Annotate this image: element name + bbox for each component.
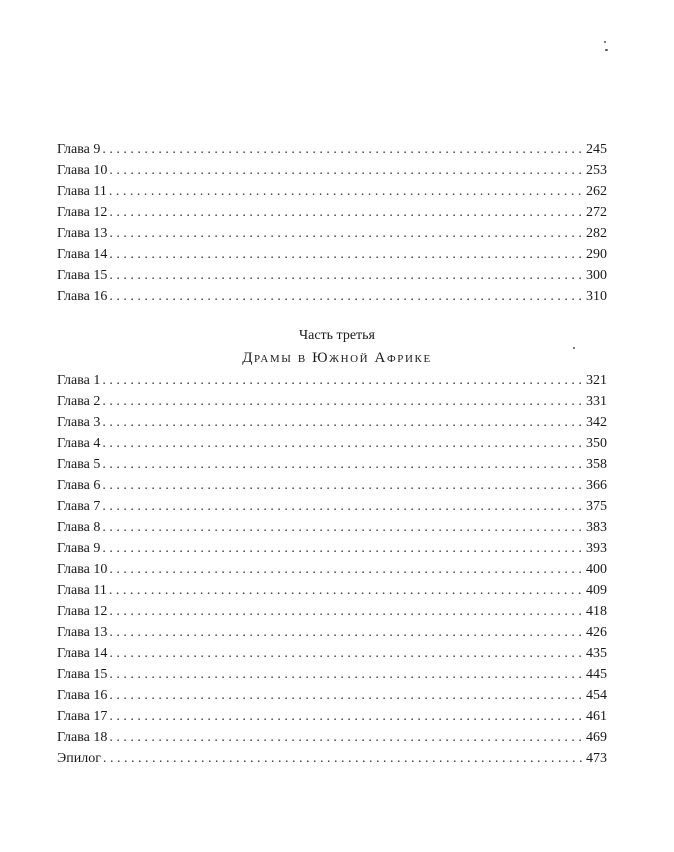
toc-entry-title: Глава 9 — [57, 142, 101, 157]
toc-entry-title: Глава 12 — [57, 604, 108, 619]
toc-entry-title: Глава 18 — [57, 730, 108, 745]
dot-leader — [109, 685, 584, 706]
toc-entry-page: 366 — [586, 478, 607, 493]
toc-entry-page: 454 — [586, 688, 607, 703]
toc-entry-title: Глава 6 — [57, 478, 101, 493]
toc-entry-page: 435 — [586, 646, 607, 661]
toc-entry — [57, 664, 607, 685]
toc-entry-page: 473 — [586, 751, 607, 766]
dot-leader — [109, 706, 584, 727]
toc-entry — [57, 223, 607, 244]
toc-entry-page: 282 — [586, 226, 607, 241]
toc-entry-title: Глава 16 — [57, 688, 108, 703]
toc-entry-title: Глава 13 — [57, 226, 108, 241]
toc-entry-title: Глава 15 — [57, 667, 108, 682]
toc-entry-title: Глава 16 — [57, 289, 108, 304]
toc-entry-title: Эпилог — [57, 751, 101, 766]
dot-leader — [102, 496, 584, 517]
dot-leader — [102, 433, 584, 454]
toc-entry-page: 400 — [586, 562, 607, 577]
dot-leader — [109, 601, 584, 622]
toc-entry — [57, 727, 607, 748]
toc-entry-page: 300 — [586, 268, 607, 283]
toc-entry — [57, 286, 607, 307]
toc-entry-page: 331 — [586, 394, 607, 409]
dot-leader — [102, 139, 584, 160]
part-title: Драмы в Южной Африке — [242, 350, 432, 366]
toc-entry-title: Глава 15 — [57, 268, 108, 283]
toc-entry-title: Глава 2 — [57, 394, 101, 409]
toc-entry — [57, 160, 607, 181]
toc-entry-page: 321 — [586, 373, 607, 388]
toc-entry-page: 461 — [586, 709, 607, 724]
toc-entry — [57, 391, 607, 412]
dot-leader — [102, 475, 584, 496]
toc-entry-title: Глава 14 — [57, 646, 108, 661]
toc-section-1 — [57, 139, 607, 307]
toc-entry-page: 262 — [586, 184, 607, 199]
toc-entry — [57, 181, 607, 202]
toc-entry — [57, 622, 607, 643]
part-label: Часть третья — [299, 328, 375, 343]
dot-leader — [109, 727, 584, 748]
dot-leader — [109, 286, 584, 307]
dot-leader — [102, 454, 584, 475]
toc-entry-page: 393 — [586, 541, 607, 556]
toc-entry — [57, 706, 607, 727]
toc-entry — [57, 139, 607, 160]
toc-entry-title: Глава 9 — [57, 541, 101, 556]
toc-entry-title: Глава 1 — [57, 373, 101, 388]
dot-leader — [109, 559, 584, 580]
toc-entry-page: 350 — [586, 436, 607, 451]
dot-leader — [109, 580, 584, 601]
toc-entry-page: 418 — [586, 604, 607, 619]
toc-entry — [57, 517, 607, 538]
toc-entry-title: Глава 7 — [57, 499, 101, 514]
toc-entry-page: 375 — [586, 499, 607, 514]
scan-speck — [604, 41, 606, 43]
toc-entry — [57, 433, 607, 454]
toc-entry — [57, 496, 607, 517]
toc-section-part-3 — [57, 370, 607, 769]
toc-entry — [57, 454, 607, 475]
dot-leader — [102, 391, 584, 412]
dot-leader — [102, 370, 584, 391]
toc-entry — [57, 202, 607, 223]
dot-leader — [103, 748, 584, 769]
toc-entry-title: Глава 14 — [57, 247, 108, 262]
toc-entry-title: Глава 11 — [57, 184, 107, 199]
toc-entry-title: Глава 11 — [57, 583, 107, 598]
toc-entry-page: 342 — [586, 415, 607, 430]
toc-entry-title: Глава 8 — [57, 520, 101, 535]
toc-entry-page: 245 — [586, 142, 607, 157]
toc-entry-title: Глава 3 — [57, 415, 101, 430]
toc-entry-page: 469 — [586, 730, 607, 745]
toc-entry-title: Глава 17 — [57, 709, 108, 724]
toc-entry — [57, 475, 607, 496]
toc-entry — [57, 370, 607, 391]
toc-entry-page: 445 — [586, 667, 607, 682]
dot-leader — [109, 244, 584, 265]
toc-entry-title: Глава 10 — [57, 562, 108, 577]
toc-entry — [57, 265, 607, 286]
toc-entry-title: Глава 5 — [57, 457, 101, 472]
toc-entry-page: 290 — [586, 247, 607, 262]
toc-entry — [57, 643, 607, 664]
dot-leader — [109, 622, 584, 643]
scan-speck — [605, 49, 608, 51]
toc-entry — [57, 244, 607, 265]
toc-entry-page: 426 — [586, 625, 607, 640]
dot-leader — [109, 664, 584, 685]
toc-entry-title: Глава 12 — [57, 205, 108, 220]
toc-entry-title: Глава 10 — [57, 163, 108, 178]
toc-entry-page: 310 — [586, 289, 607, 304]
toc-entry — [57, 748, 607, 769]
dot-leader — [102, 412, 584, 433]
toc-entry — [57, 580, 607, 601]
toc-entry-page: 358 — [586, 457, 607, 472]
dot-leader — [102, 538, 584, 559]
toc-entry-page: 253 — [586, 163, 607, 178]
toc-entry — [57, 601, 607, 622]
toc-entry-page: 409 — [586, 583, 607, 598]
dot-leader — [109, 265, 584, 286]
dot-leader — [109, 181, 584, 202]
toc-entry — [57, 685, 607, 706]
toc-entry — [57, 559, 607, 580]
toc-entry — [57, 412, 607, 433]
toc-entry-title: Глава 4 — [57, 436, 101, 451]
toc-entry — [57, 538, 607, 559]
dot-leader — [109, 223, 584, 244]
toc-entry-page: 383 — [586, 520, 607, 535]
toc-entry-title: Глава 13 — [57, 625, 108, 640]
toc-entry-page: 272 — [586, 205, 607, 220]
dot-leader — [109, 643, 584, 664]
dot-leader — [109, 160, 584, 181]
dot-leader — [109, 202, 584, 223]
dot-leader — [102, 517, 584, 538]
